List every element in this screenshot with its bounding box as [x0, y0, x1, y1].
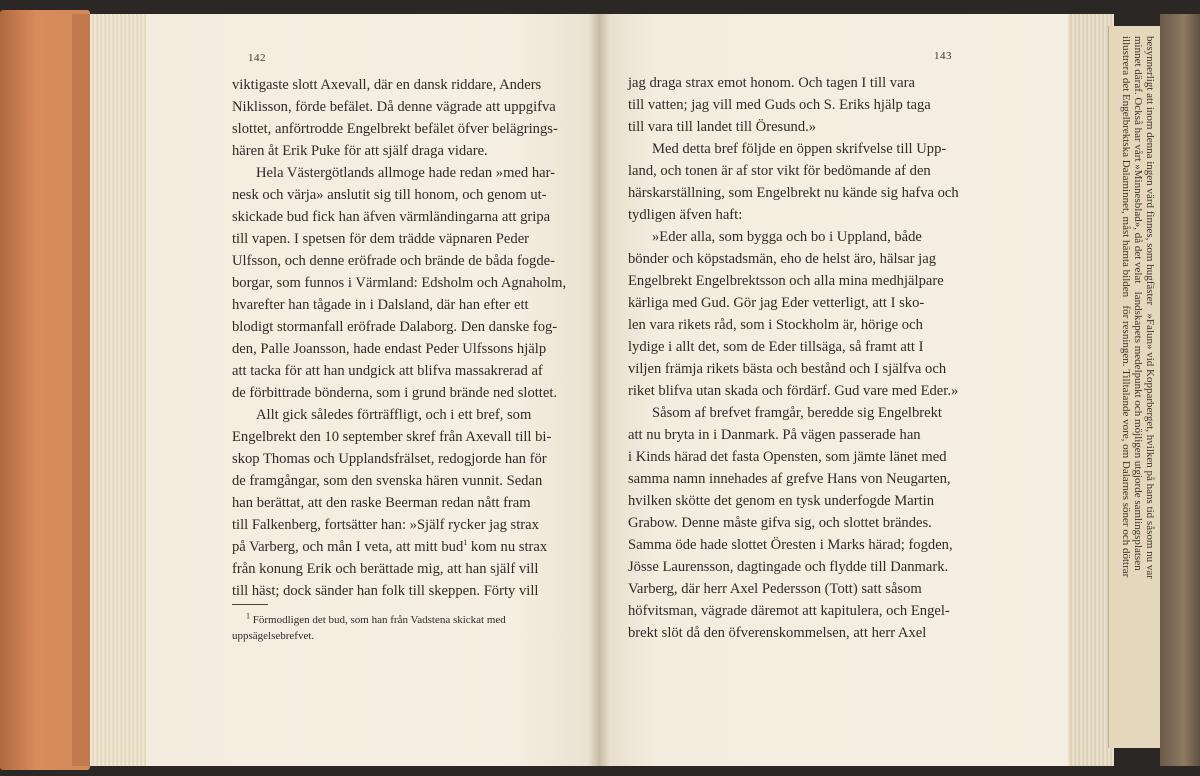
- text-line: hvilken skötte det genom en tysk underfogde Martin: [628, 493, 934, 509]
- text-line: till vara till landet till Öresund.»: [628, 119, 817, 135]
- text-line: Samma öde hade slottet Öresten i Marks härad; fogden,: [628, 537, 953, 553]
- text-line: Allt gick således förträffligt, och i ett bref, som: [256, 407, 532, 423]
- text-line: viljen främja rikets bästa och bestånd och I själfva och: [628, 361, 947, 377]
- text-line: blodigt stormanfall eröfrade Dalaborg. Den danske fog-: [232, 319, 558, 335]
- text-line: jag draga strax emot honom. Och tagen I till vara: [628, 75, 915, 91]
- text-line: höfvitsman, vägrade däremot att kapitulera, och Engel-: [628, 603, 950, 619]
- text-line: Jösse Laurensson, dagtingade och flydde till Danmark.: [628, 559, 949, 575]
- insert-column: [1144, 36, 1156, 736]
- text-line: samma namn innehades af grefve Hans von Neugarten,: [628, 471, 951, 487]
- text-line: hvarefter han tågade in i Dalsland, där han efter ett: [232, 297, 529, 313]
- insert-rotated-text: [1120, 36, 1156, 736]
- text-line: Engelbrekt den 10 september skref från Axevall till bi-: [232, 429, 552, 445]
- text-line: borgar, som funnos i Värmland: Edsholm och Agnaholm,: [232, 275, 567, 291]
- text-line: de framgångar, som den svenska hären vunnit. Sedan: [232, 473, 543, 489]
- left-cover-edge: [72, 14, 92, 766]
- text-line: till Falkenberg, fortsätter han: »Själf rycker jag strax: [232, 517, 539, 533]
- text-line: viktigaste slott Axevall, där en dansk riddare, Anders: [232, 77, 542, 93]
- text-line: Hela Västergötlands allmoge hade redan »med har-: [256, 165, 556, 181]
- text-line: riket blifva utan skada och fördärf. Gud vare med Eder.»: [628, 383, 959, 399]
- text-line: brekt slöt då den öfverenskommelsen, att herr Axel: [628, 625, 927, 641]
- text-line: slottet, anförtrodde Engelbrekt befälet öfver belägrings-: [232, 121, 558, 137]
- text-line: len vara rikets råd, som i Stockholm är, hörige och: [628, 317, 923, 333]
- insert-text: illustrera det Engelbrektska Dalaminnet, måst hämta bilden: [1120, 36, 1132, 298]
- text-line: till häst; dock sänder han folk till skeppen. Förty vill: [232, 583, 539, 599]
- text-line: Såsom af brefvet framgår, beredde sig Engelbrekt: [652, 405, 942, 421]
- insert-text: för resningen. Tilltalande vore, om Dalarnes söner och döttrar: [1120, 305, 1132, 578]
- text-line: Engelbrekt Engelbrektsson och alla mina medhjälpare: [628, 273, 944, 289]
- text-line: till vapen. I spetsen för dem trädde väpnaren Peder: [232, 231, 530, 247]
- text-line: den, Palle Joansson, hade endast Peder Ulfssons hjälp: [232, 341, 547, 357]
- text-line-part: på Varberg, och mån I veta, att mitt bud: [232, 539, 464, 555]
- footnote-text: Förmodligen det bud, som han från Vadstena skickat med: [252, 614, 506, 626]
- insert-column: [1132, 36, 1144, 736]
- text-line: tydligen äfven haft:: [628, 207, 743, 223]
- text-line: Varberg, där herr Axel Pedersson (Tott) satt såsom: [628, 581, 922, 597]
- left-page-edges: [90, 14, 148, 766]
- text-line: till vatten; jag vill med Guds och S. Eriks hjälp taga: [628, 97, 931, 113]
- footnote-line: uppsägelsebrefvet.: [232, 630, 315, 642]
- text-line: bönder och köpstadsmän, eho de helst äro, hälsar jag: [628, 251, 937, 267]
- text-line: skop Thomas och Upplandsfrälset, redogjorde han för: [232, 451, 547, 467]
- text-line: Ulfsson, och denne eröfrade och brände de båda fogde-: [232, 253, 555, 269]
- insert-column: [1120, 36, 1132, 736]
- text-line: Niklisson, förde befälet. Då denne vägrade att uppgifva: [232, 99, 556, 115]
- text-line: i Kinds härad det fasta Opensten, som jämte länet med: [628, 449, 947, 465]
- footnote-reference: 1: [463, 538, 468, 548]
- right-cover: [1160, 14, 1200, 766]
- text-line: land, och tonen är af stor vikt för bedömande af den: [628, 163, 931, 179]
- footnote-rule: [232, 604, 268, 605]
- insert-text: minnet däraf. Också har vårt »Minnesblad», då det velat: [1132, 36, 1144, 284]
- text-line: Grabow. Denne måste gifva sig, och slottet brändes.: [628, 515, 932, 531]
- text-line-part: kom nu strax: [467, 539, 548, 555]
- text-line: hären åt Erik Puke för att själf draga vidare.: [232, 143, 488, 159]
- text-line: »Eder alla, som bygga och bo i Uppland, både: [652, 229, 922, 245]
- text-line: lydige i allt det, som de Eder tillsäga, så framt att I: [628, 339, 924, 355]
- text-line: Med detta bref följde en öppen skrifvelse till Upp-: [652, 141, 947, 157]
- text-line: att nu bryta in i Danmark. På vägen passerade han: [628, 427, 921, 443]
- text-line: de förbittrade bönderna, som i grund brände ned slottet.: [232, 385, 558, 401]
- text-line: [232, 536, 547, 558]
- text-line: skickade bud fick han äfven värmländingarna att gripa: [232, 209, 551, 225]
- page-number-left: 142: [248, 52, 266, 64]
- text-line: att tacka för att han undgick att blifva massakrerad af: [232, 363, 543, 379]
- text-line: han berättat, att den raske Beerman redan nått fram: [232, 495, 531, 511]
- footnote-mark: 1: [246, 611, 250, 621]
- insert-text: besynnerligt att inom denna ingen värd finnes, som hugfäster: [1144, 36, 1156, 306]
- text-line: från konung Erik och berättade mig, att han själf vill: [232, 561, 539, 577]
- insert-text: »Falun» vid Kopparberget, hvilken på hans tid såsom nu var: [1144, 313, 1156, 579]
- insert-text: landskapets medelpunkt och möjligen utgjorde samlingsplatsen: [1132, 291, 1144, 571]
- page-number-right: 143: [934, 50, 952, 62]
- text-line: härskarställning, som Engelbrekt nu kände sig hafva och: [628, 185, 959, 201]
- text-line: nesk och värja» anslutit sig till honom, och genom ut-: [232, 187, 547, 203]
- book-gutter: [588, 14, 610, 766]
- text-line: kärliga med Gud. Gör jag Eder vetterligt, att I sko-: [628, 295, 925, 311]
- footnote-line: [246, 612, 506, 628]
